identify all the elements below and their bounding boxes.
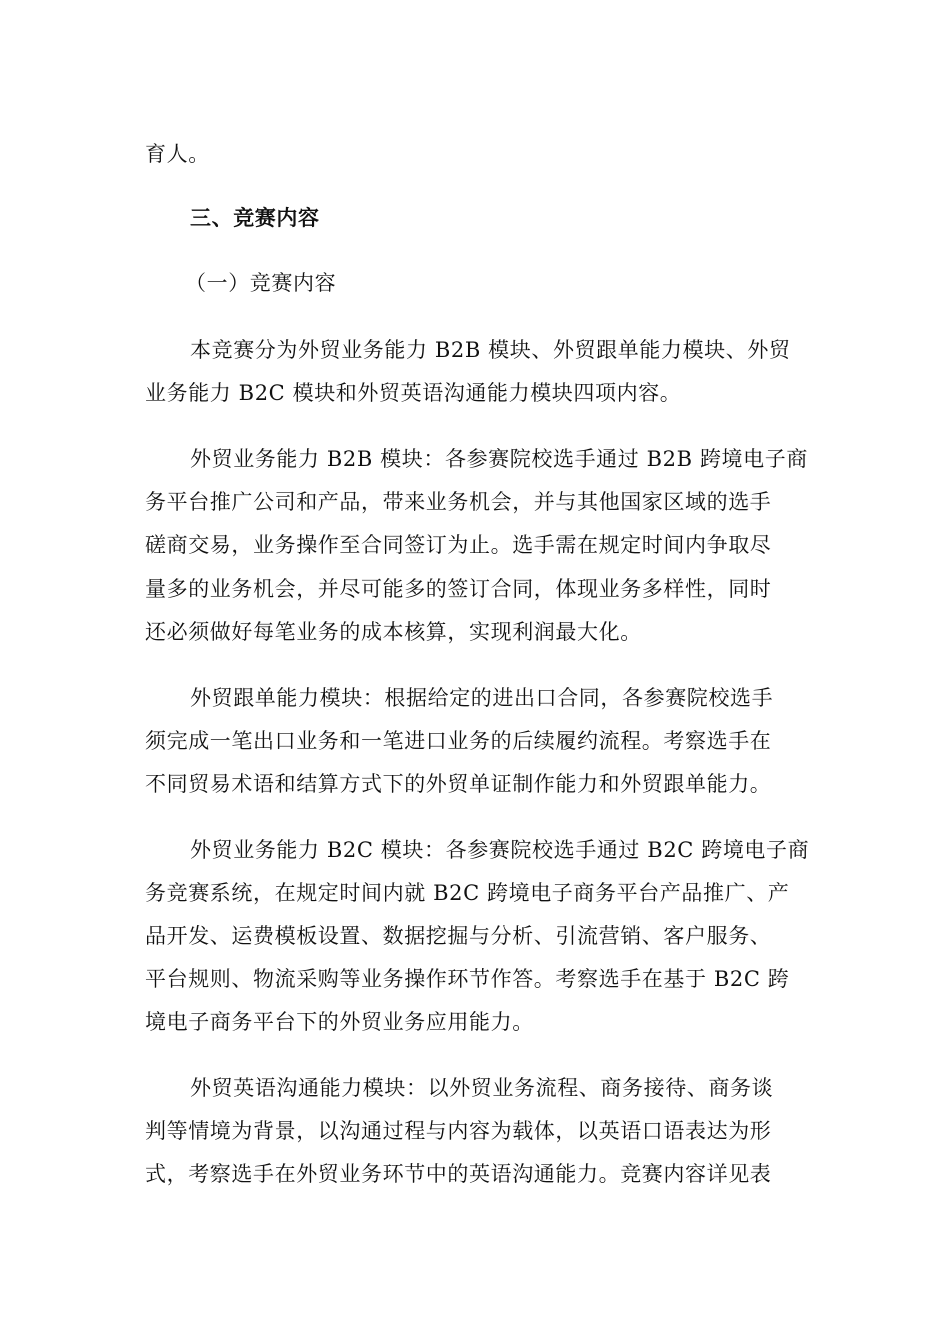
paragraph-line: 外贸英语沟通能力模块：以外贸业务流程、商务接待、商务谈 (190, 1076, 774, 1100)
paragraph-line: 业务能力 B2C 模块和外贸英语沟通能力模块四项内容。 (145, 381, 682, 405)
paragraph-line: 务平台推广公司和产品，带来业务机会，并与其他国家区域的选手 (145, 490, 772, 514)
paragraph-line: 品开发、运费模板设置、数据挖掘与分析、引流营销、客户服务、 (145, 924, 772, 948)
paragraph-line: 境电子商务平台下的外贸业务应用能力。 (145, 1010, 534, 1034)
paragraph-line: 本竞赛分为外贸业务能力 B2B 模块、外贸跟单能力模块、外贸 (190, 338, 791, 362)
paragraph-line: 务竞赛系统，在规定时间内就 B2C 跨境电子商务平台产品推广、产 (145, 881, 790, 905)
paragraph-line: 外贸业务能力 B2C 模块：各参赛院校选手通过 B2C 跨境电子商 (190, 838, 810, 862)
text-line: 育人。 (145, 142, 210, 166)
paragraph-line: 不同贸易术语和结算方式下的外贸单证制作能力和外贸跟单能力。 (145, 772, 772, 796)
paragraph-line: 磋商交易，业务操作至合同签订为止。选手需在规定时间内争取尽 (145, 533, 772, 557)
paragraph-line: 式，考察选手在外贸业务环节中的英语沟通能力。竞赛内容详见表 (145, 1162, 772, 1186)
paragraph-line: 判等情境为背景，以沟通过程与内容为载体，以英语口语表达为形 (145, 1119, 772, 1143)
paragraph-line: 外贸跟单能力模块：根据给定的进出口合同，各参赛院校选手 (190, 686, 774, 710)
subsection-heading: （一）竞赛内容 (185, 271, 337, 295)
paragraph-line: 还必须做好每笔业务的成本核算，实现利润最大化。 (145, 620, 642, 644)
section-heading: 三、竞赛内容 (190, 205, 320, 230)
paragraph-line: 须完成一笔出口业务和一笔进口业务的后续履约流程。考察选手在 (145, 729, 772, 753)
paragraph-line: 外贸业务能力 B2B 模块：各参赛院校选手通过 B2B 跨境电子商 (190, 447, 808, 471)
paragraph-line: 量多的业务机会，并尽可能多的签订合同，体现业务多样性，同时 (145, 577, 772, 601)
paragraph-line: 平台规则、物流采购等业务操作环节作答。考察选手在基于 B2C 跨 (145, 967, 790, 991)
